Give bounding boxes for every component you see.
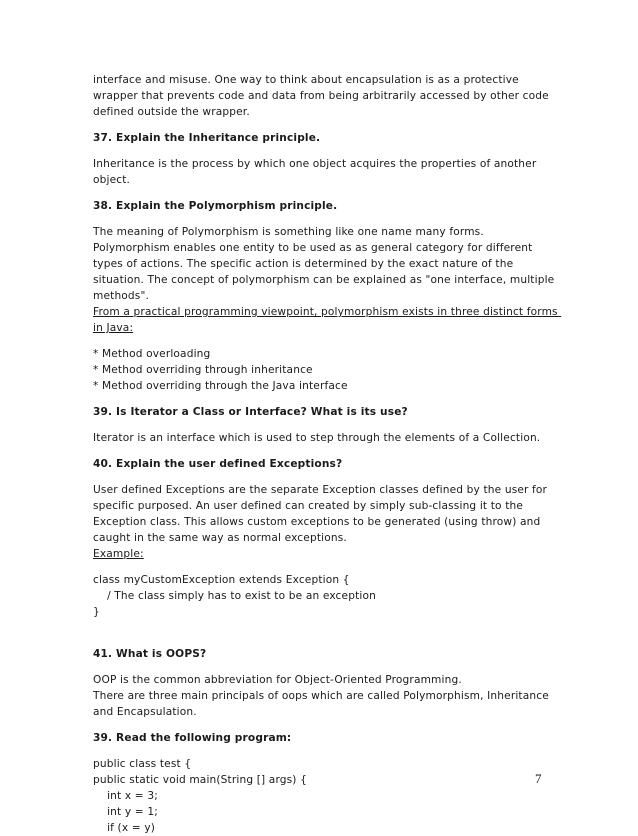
bullet-item: * Method overriding through inheritance bbox=[93, 364, 313, 376]
question-40-heading: 40. Explain the user defined Exceptions? bbox=[93, 458, 343, 470]
code-line: if (x = y) bbox=[93, 822, 156, 834]
answer-38-line: methods". bbox=[93, 290, 150, 302]
answer-39-line: Iterator is an interface which is used to step through the elements of a Collection. bbox=[93, 432, 541, 444]
answer-41-line: There are three main principals of oops which are called Polymorphism, Inheritance bbox=[93, 690, 549, 702]
example-label: Example: bbox=[93, 548, 144, 560]
code-line: } bbox=[93, 606, 100, 618]
bullet-item: * Method overriding through the Java interface bbox=[93, 380, 348, 392]
question-39-heading: 39. Is Iterator a Class or Interface? What is its use? bbox=[93, 406, 408, 418]
code-line: class myCustomException extends Exception { bbox=[93, 574, 350, 586]
code-line: / The class simply has to exist to be an exception bbox=[93, 590, 376, 602]
code-line: public static void main(String [] args) { bbox=[93, 774, 307, 786]
answer-38-line: situation. The concept of polymorphism can be explained as "one interface, multiple bbox=[93, 274, 555, 286]
code-line: int y = 1; bbox=[93, 806, 158, 818]
code-line: int x = 3; bbox=[93, 790, 158, 802]
intro-line: interface and misuse. One way to think about encapsulation is as a protective bbox=[93, 74, 519, 86]
answer-38-underlined-line: From a practical programming viewpoint, polymorphism exists in three distinct forms bbox=[93, 306, 562, 318]
code-line: public class test { bbox=[93, 758, 192, 770]
answer-38-line: types of actions. The specific action is determined by the exact nature of the bbox=[93, 258, 514, 270]
intro-line: wrapper that prevents code and data from being arbitrarily accessed by other code bbox=[93, 90, 549, 102]
question-39b-heading: 39. Read the following program: bbox=[93, 732, 292, 744]
answer-40-line: caught in the same way as normal exceptions. bbox=[93, 532, 347, 544]
answer-37-line: Inheritance is the process by which one object acquires the properties of another bbox=[93, 158, 537, 170]
intro-line: defined outside the wrapper. bbox=[93, 106, 250, 118]
question-37-heading: 37. Explain the Inheritance principle. bbox=[93, 132, 321, 144]
bullet-item: * Method overloading bbox=[93, 348, 211, 360]
question-41-heading: 41. What is OOPS? bbox=[93, 648, 207, 660]
answer-41-line: OOP is the common abbreviation for Object-Oriented Programming. bbox=[93, 674, 462, 686]
answer-38-underlined-line: in Java: bbox=[93, 322, 134, 334]
page-number: 7 bbox=[535, 771, 542, 786]
answer-41-line: and Encapsulation. bbox=[93, 706, 197, 718]
answer-40-line: Exception class. This allows custom exceptions to be generated (using throw) and bbox=[93, 516, 541, 528]
answer-38-line: The meaning of Polymorphism is something like one name many forms. bbox=[93, 226, 484, 238]
answer-37-line: object. bbox=[93, 174, 131, 186]
answer-40-line: User defined Exceptions are the separate Exception classes defined by the user for bbox=[93, 484, 548, 496]
question-38-heading: 38. Explain the Polymorphism principle. bbox=[93, 200, 338, 212]
answer-40-line: specific purposed. An user defined can created by simply sub-classing it to the bbox=[93, 500, 524, 512]
answer-38-line: Polymorphism enables one entity to be used as as general category for different bbox=[93, 242, 533, 254]
document-page bbox=[93, 72, 563, 836]
